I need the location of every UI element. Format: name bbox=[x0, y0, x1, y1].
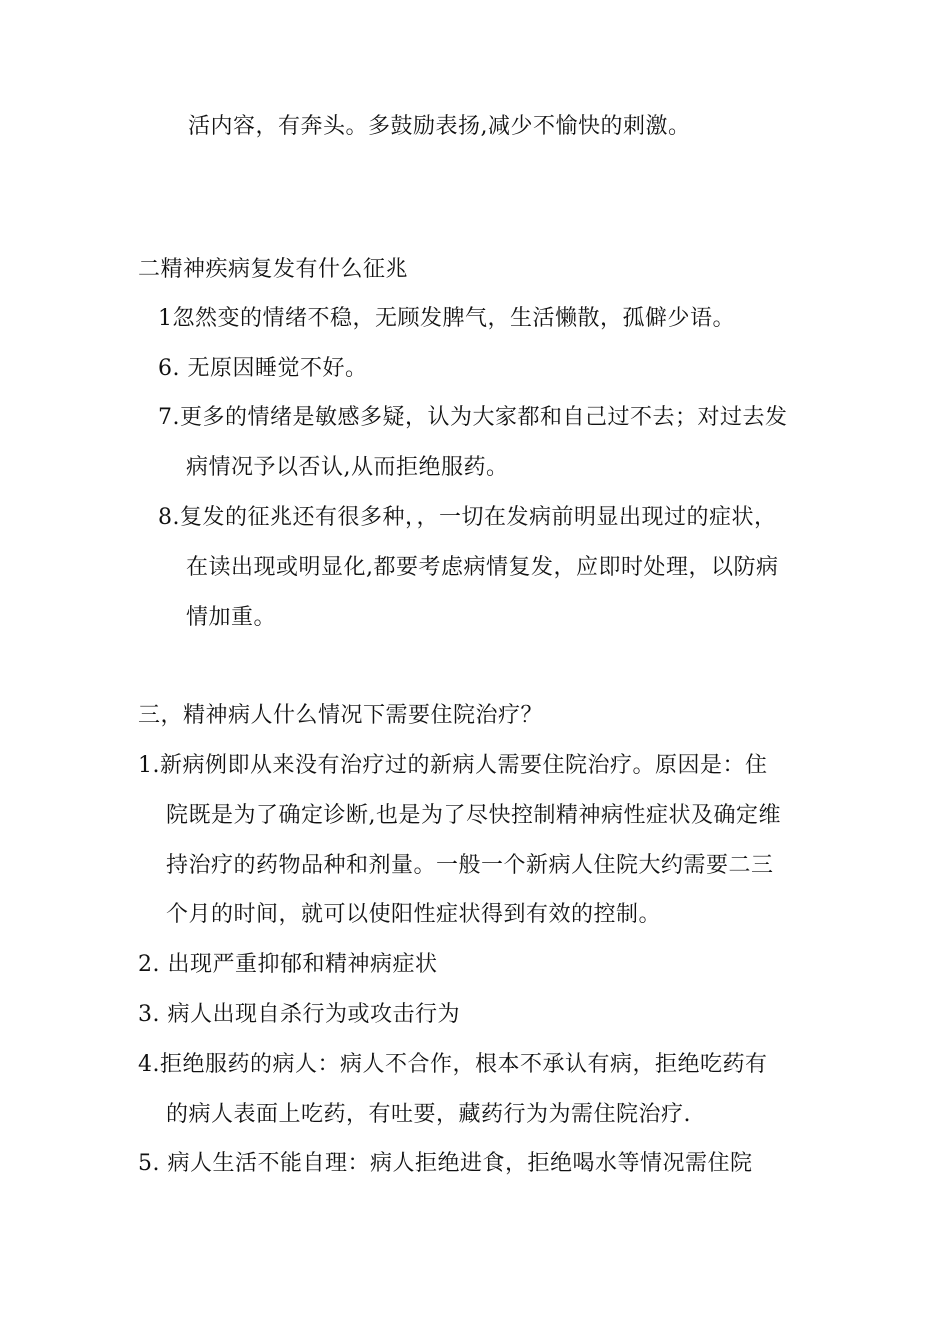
section-2-item-8-line-1: 8.复发的征兆还有很多种，，一切在发病前明显出现过的症状， bbox=[158, 505, 777, 530]
section-2-item-6-line-1: 6. 无原因睡觉不好。 bbox=[158, 356, 368, 381]
section-3-item-4-line-1: 4.拒绝服药的病人：病人不合作，根本不承认有病，拒绝吃药有 bbox=[138, 1052, 768, 1077]
section-2-item-7-line-2: 病情况予以否认,从而拒绝服药。 bbox=[186, 455, 509, 480]
section-3-item-1-line-1: 1.新病例即从来没有治疗过的新病人需要住院治疗。原因是：住 bbox=[138, 753, 768, 778]
section-2-item-8-line-3: 情加重。 bbox=[186, 605, 277, 630]
section-2-heading: 二精神疾病复发有什么征兆 bbox=[138, 257, 409, 282]
section-3-item-1-line-2: 院既是为了确定诊断,也是为了尽快控制精神病性症状及确定维 bbox=[166, 803, 781, 828]
section-2-item-7-line-1: 7.更多的情绪是敏感多疑，认为大家都和自己过不去；对过去发 bbox=[158, 405, 788, 430]
section-3-item-5-line-1: 5. 病人生活不能自理：病人拒绝进食，拒绝喝水等情况需住院 bbox=[138, 1151, 753, 1176]
section-3-item-3-line-1: 3. 病人出现自杀行为或攻击行为 bbox=[138, 1002, 460, 1027]
section-3-item-1-line-3: 持治疗的药物品种和剂量。一般一个新病人住院大约需要二三 bbox=[166, 853, 774, 878]
section-2-item-8-line-2: 在读出现或明显化,都要考虑病情复发，应即时处理，以防病 bbox=[186, 555, 779, 580]
section-3-item-4-line-2: 的病人表面上吃药，有吐要，藏药行为为需住院治疗. bbox=[166, 1102, 691, 1127]
section-3-heading: 三，精神病人什么情况下需要住院治疗？ bbox=[138, 703, 544, 728]
intro-continuation-text: 活内容，有奔头。多鼓励表扬,减少不愉快的刺激。 bbox=[188, 114, 691, 139]
section-3-item-1-line-4: 个月的时间，就可以使阳性症状得到有效的控制。 bbox=[166, 902, 662, 927]
section-3-item-2-line-1: 2. 出现严重抑郁和精神病症状 bbox=[138, 952, 438, 977]
section-2-item-1-line-1: 1忽然变的情绪不稳，无顾发脾气，生活懒散，孤僻少语。 bbox=[158, 306, 735, 331]
